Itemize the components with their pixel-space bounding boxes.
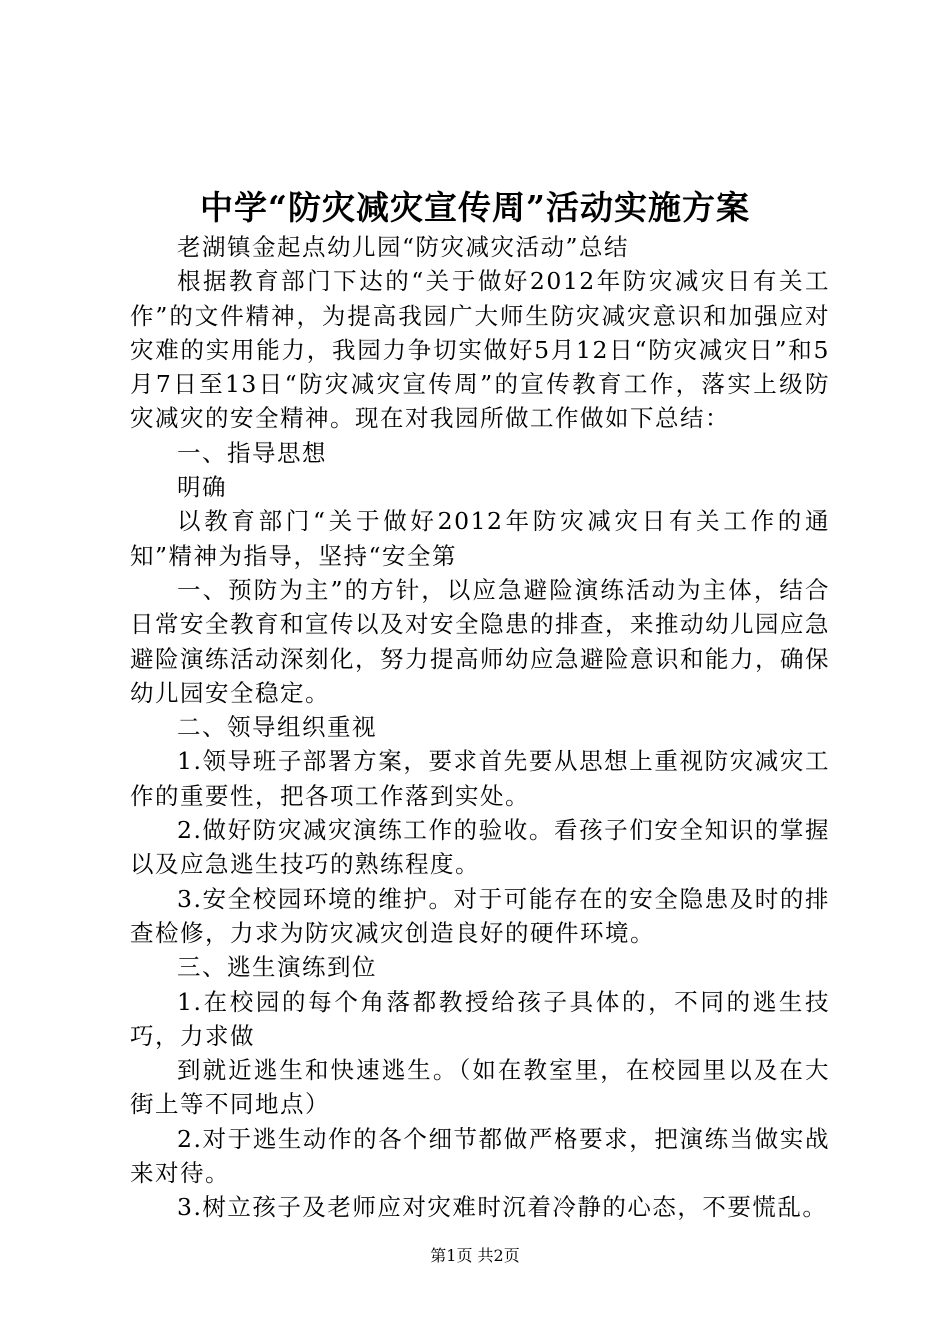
list-item-drill-3: 3.树立孩子及老师应对灾难时沉着冷静的心态，不要慌乱。 <box>177 1193 828 1222</box>
paragraph-prevention: 一、预防为主”的方针，以应急避险演练活动为主体，结合日常安全教育和宣传以及对安全隐患的排查，来推动幼儿园应急避险演练活动深刻化，努力提高师幼应急避险意识和能力，确保幼儿园安全稳定。 <box>130 575 830 707</box>
paragraph-subtitle: 老湖镇金起点幼儿园“防灾减灾活动”总结 <box>177 233 630 261</box>
list-item-leadership-1: 1.领导班子部署方案，要求首先要从思想上重视防灾减灾工作的重要性，把各项工作落到实处。 <box>130 747 830 810</box>
paragraph-guidance: 以教育部门“关于做好2012年防灾减灾日有关工作的通知”精神为指导，坚持“安全第 <box>130 507 830 570</box>
paragraph-drill-continued: 到就近逃生和快速逃生。（如在教室里，在校园里以及在大街上等不同地点） <box>130 1056 830 1119</box>
paragraph-intro: 根据教育部门下达的“关于做好2012年防灾减灾日有关工作”的文件精神，为提高我园广大师生防灾减灾意识和加强应对灾难的实用能力，我园力争切实做好5月12日“防灾减灾日”和5月7日至13日“防灾减灾宣传周”的宣传教育工作，落实上级防灾减灾的安全精神。现在对我园所做工作做如下总结： <box>130 267 830 433</box>
document-title: 中学“防灾减灾宣传周”活动实施方案 <box>200 188 750 227</box>
list-item-leadership-2: 2.做好防灾减灾演练工作的验收。看孩子们安全知识的掌握以及应急逃生技巧的熟练程度。 <box>130 816 830 879</box>
document-body <box>130 230 830 1225</box>
list-item-drill-1: 1.在校园的每个角落都教授给孩子具体的，不同的逃生技巧，力求做 <box>130 987 830 1050</box>
list-item-drill-2: 2.对于逃生动作的各个细节都做严格要求，把演练当做实战来对待。 <box>130 1124 830 1188</box>
paragraph-clarify: 明确 <box>177 473 227 502</box>
page-indicator: 第1页 共2页 <box>430 1246 520 1265</box>
section-heading-drill: 三、逃生演练到位 <box>177 953 377 982</box>
section-heading-guiding-thought: 一、指导思想 <box>177 438 327 467</box>
list-item-leadership-3: 3.安全校园环境的维护。对于可能存在的安全隐患及时的排查检修，力求为防灾减灾创造良好的硬件环境。 <box>130 884 830 947</box>
section-heading-leadership: 二、领导组织重视 <box>177 713 377 742</box>
